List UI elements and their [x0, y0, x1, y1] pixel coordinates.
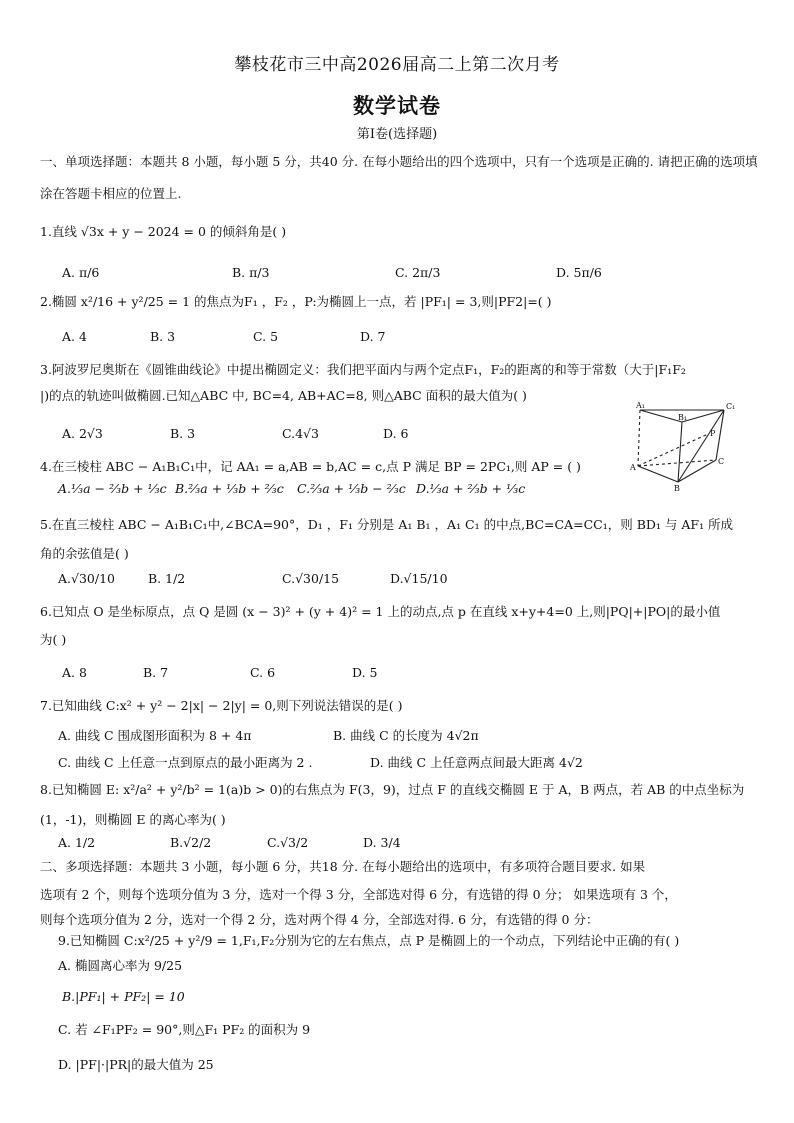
- q3-option-c: C.4√3: [282, 426, 319, 441]
- subject-title: 数学试卷: [353, 93, 441, 118]
- label-c1: C₁: [726, 402, 736, 411]
- q9-option-c: C. 若 ∠F₁PF₂ = 90°,则△F₁ PF₂ 的面积为 9: [58, 1022, 311, 1037]
- q5-option-d: D.√15/10: [390, 571, 448, 586]
- q3-option-b: B. 3: [170, 426, 196, 441]
- q9-option-a: A. 椭圆离心率为 9/25: [58, 958, 183, 973]
- section2-intro-line3: 则每个选项分值为 2 分，选对一个得 2 分，选对两个得 4 分，全部选对得. 6 分，有选错的得 0 分：: [40, 912, 599, 927]
- label-a1: A₁: [636, 402, 645, 410]
- q4-stem: 4.在三棱柱 ABC − A₁B₁C₁中，记 AA₁ = a,AB = b,AC = c,点 P 满足 BP = 2PC₁,则 AP = ( ): [40, 459, 581, 474]
- q3-stem-line1: 3.阿波罗尼奥斯在《圆锥曲线论》中提出椭圆定义：我们把平面内与两个定点F₁，F₂的距离的和等于常数（大于|F₁F₂: [40, 362, 686, 377]
- q8-stem-line2: (1，-1)，则椭圆 E 的离心率为( ): [40, 812, 226, 827]
- q1-option-c: C. 2π/3: [395, 265, 441, 280]
- q4-option-c: C.⅔a + ⅓b − ⅔c: [297, 481, 406, 496]
- q9-option-d: D. |PF|·|PR|的最大值为 25: [58, 1057, 214, 1072]
- edge-b-b1: [678, 422, 682, 482]
- q1-stem: 1.直线 √3x + y − 2024 = 0 的倾斜角是( ): [40, 224, 287, 239]
- q4-option-a: A.⅓a − ⅔b + ⅓c: [58, 481, 167, 496]
- q5-option-b: B. 1/2: [148, 571, 186, 586]
- q1-option-b: B. π/3: [232, 265, 270, 280]
- q5-option-a: A.√30/10: [58, 571, 115, 586]
- q6-stem-line1: 6.已知点 O 是坐标原点，点 Q 是圆 (x − 3)² + (y + 4)² = 1 上的动点,点 p 在直线 x+y+4=0 上,则|PQ|+|PO|的最小值: [40, 604, 721, 619]
- prism-figure: [628, 402, 748, 492]
- section1-intro-line1: 一、单项选择题：本题共 8 小题，每小题 5 分，共40 分. 在每小题给出的四个选项中，只有一个选项是正确的. 请把正确的选项填: [40, 154, 758, 169]
- q3-option-d: D. 6: [383, 426, 409, 441]
- q8-option-c: C.√3/2: [267, 835, 309, 850]
- q3-stem-line2: |)的点的轨迹叫做椭圆.已知△ABC 中, BC=4, AB+AC=8, 则△ABC 面积的最大值为( ): [40, 388, 527, 403]
- q3-option-a: A. 2√3: [62, 426, 103, 441]
- q7-stem: 7.已知曲线 C:x² + y² − 2|x| − 2|y| = 0,则下列说法错误的是( ): [40, 698, 403, 713]
- label-a: A: [630, 463, 636, 472]
- q1-option-d: D. 5π/6: [556, 265, 602, 280]
- q6-option-c: C. 6: [250, 665, 276, 680]
- q6-option-d: D. 5: [352, 665, 378, 680]
- q4-option-b: B.⅔a + ⅓b + ⅔c: [175, 481, 284, 496]
- q7-option-b: B. 曲线 C 的长度为 4√2π: [333, 728, 479, 743]
- q8-option-a: A. 1/2: [58, 835, 96, 850]
- q8-option-d: D. 3/4: [363, 835, 401, 850]
- q2-stem: 2.椭圆 x²/16 + y²/25 = 1 的焦点为F₁ ，F₂ ，P:为椭圆上一点，若 |PF₁| = 3,则|PF2|=( ): [40, 294, 552, 309]
- q7-option-c: C. 曲线 C 上任意一点到原点的最小距离为 2 .: [58, 755, 313, 770]
- label-p: P: [710, 429, 716, 438]
- school-title: 攀枝花市三中高2026届高二上第二次月考: [234, 55, 560, 75]
- q2-option-b: B. 3: [150, 329, 176, 344]
- q9-stem: 9.已知椭圆 C:x²/25 + y²/9 = 1,F₁,F₂分别为它的左右焦点，点 P 是椭圆上的一个动点，下列结论中正确的有( ): [58, 933, 680, 948]
- q2-option-c: C. 5: [253, 329, 279, 344]
- q9-option-b: B.|PF₁| + PF₂| = 10: [62, 989, 185, 1004]
- q7-option-a: A. 曲线 C 围成图形面积为 8 + 4π: [58, 728, 252, 743]
- line-a-p: [638, 434, 708, 466]
- q1-option-a: A. π/6: [62, 265, 100, 280]
- part-title: 第Ⅰ卷(选择题): [356, 127, 438, 142]
- q6-stem-line2: 为( ): [40, 632, 67, 647]
- label-b1: B₁: [678, 413, 688, 422]
- label-c: C: [718, 457, 725, 466]
- edge-b-c: [678, 460, 716, 482]
- q2-option-a: A. 4: [62, 329, 87, 344]
- edge-a-a1: [638, 410, 640, 466]
- q2-option-d: D. 7: [360, 329, 386, 344]
- section2-intro-line2: 选项有 2 个，则每个选项分值为 3 分，选对一个得 3 分，全部选对得 6 分，有选错的得 0 分； 如果选项有 3 个，: [40, 887, 677, 902]
- label-b: B: [674, 484, 680, 492]
- q8-option-b: B.√2/2: [170, 835, 212, 850]
- q4-option-d: D.⅓a + ⅔b + ⅓c: [416, 481, 526, 496]
- section2-intro-line1: 二、多项选择题：本题共 3 小题，每小题 6 分，共18 分. 在每小题给出的选项中，有多项符合题目要求. 如果: [40, 859, 646, 874]
- section1-intro-line2: 涂在答题卡相应的位置上.: [40, 186, 182, 201]
- edge-a1-b1: [640, 410, 682, 422]
- q5-stem-line2: 角的余弦值是( ): [40, 546, 129, 561]
- q6-option-a: A. 8: [62, 665, 87, 680]
- edge-a-b: [638, 466, 678, 482]
- q6-option-b: B. 7: [143, 665, 169, 680]
- q5-option-c: C.√30/15: [282, 571, 340, 586]
- edge-c-c1: [716, 410, 724, 460]
- q5-stem-line1: 5.在直三棱柱 ABC − A₁B₁C₁中,∠BCA=90°，D₁ ，F₁ 分别是 A₁ B₁ ，A₁ C₁ 的中点,BC=CA=CC₁，则 BD₁ 与 AF₁ 所成: [40, 517, 734, 532]
- q7-option-d: D. 曲线 C 上任意两点间最大距离 4√2: [370, 755, 583, 770]
- q8-stem-line1: 8.已知椭圆 E: x²/a² + y²/b² = 1(a)b > 0)的右焦点为 F(3，9)，过点 F 的直线交椭圆 E 于 A，B 两点，若 AB 的中点坐标为: [40, 782, 745, 797]
